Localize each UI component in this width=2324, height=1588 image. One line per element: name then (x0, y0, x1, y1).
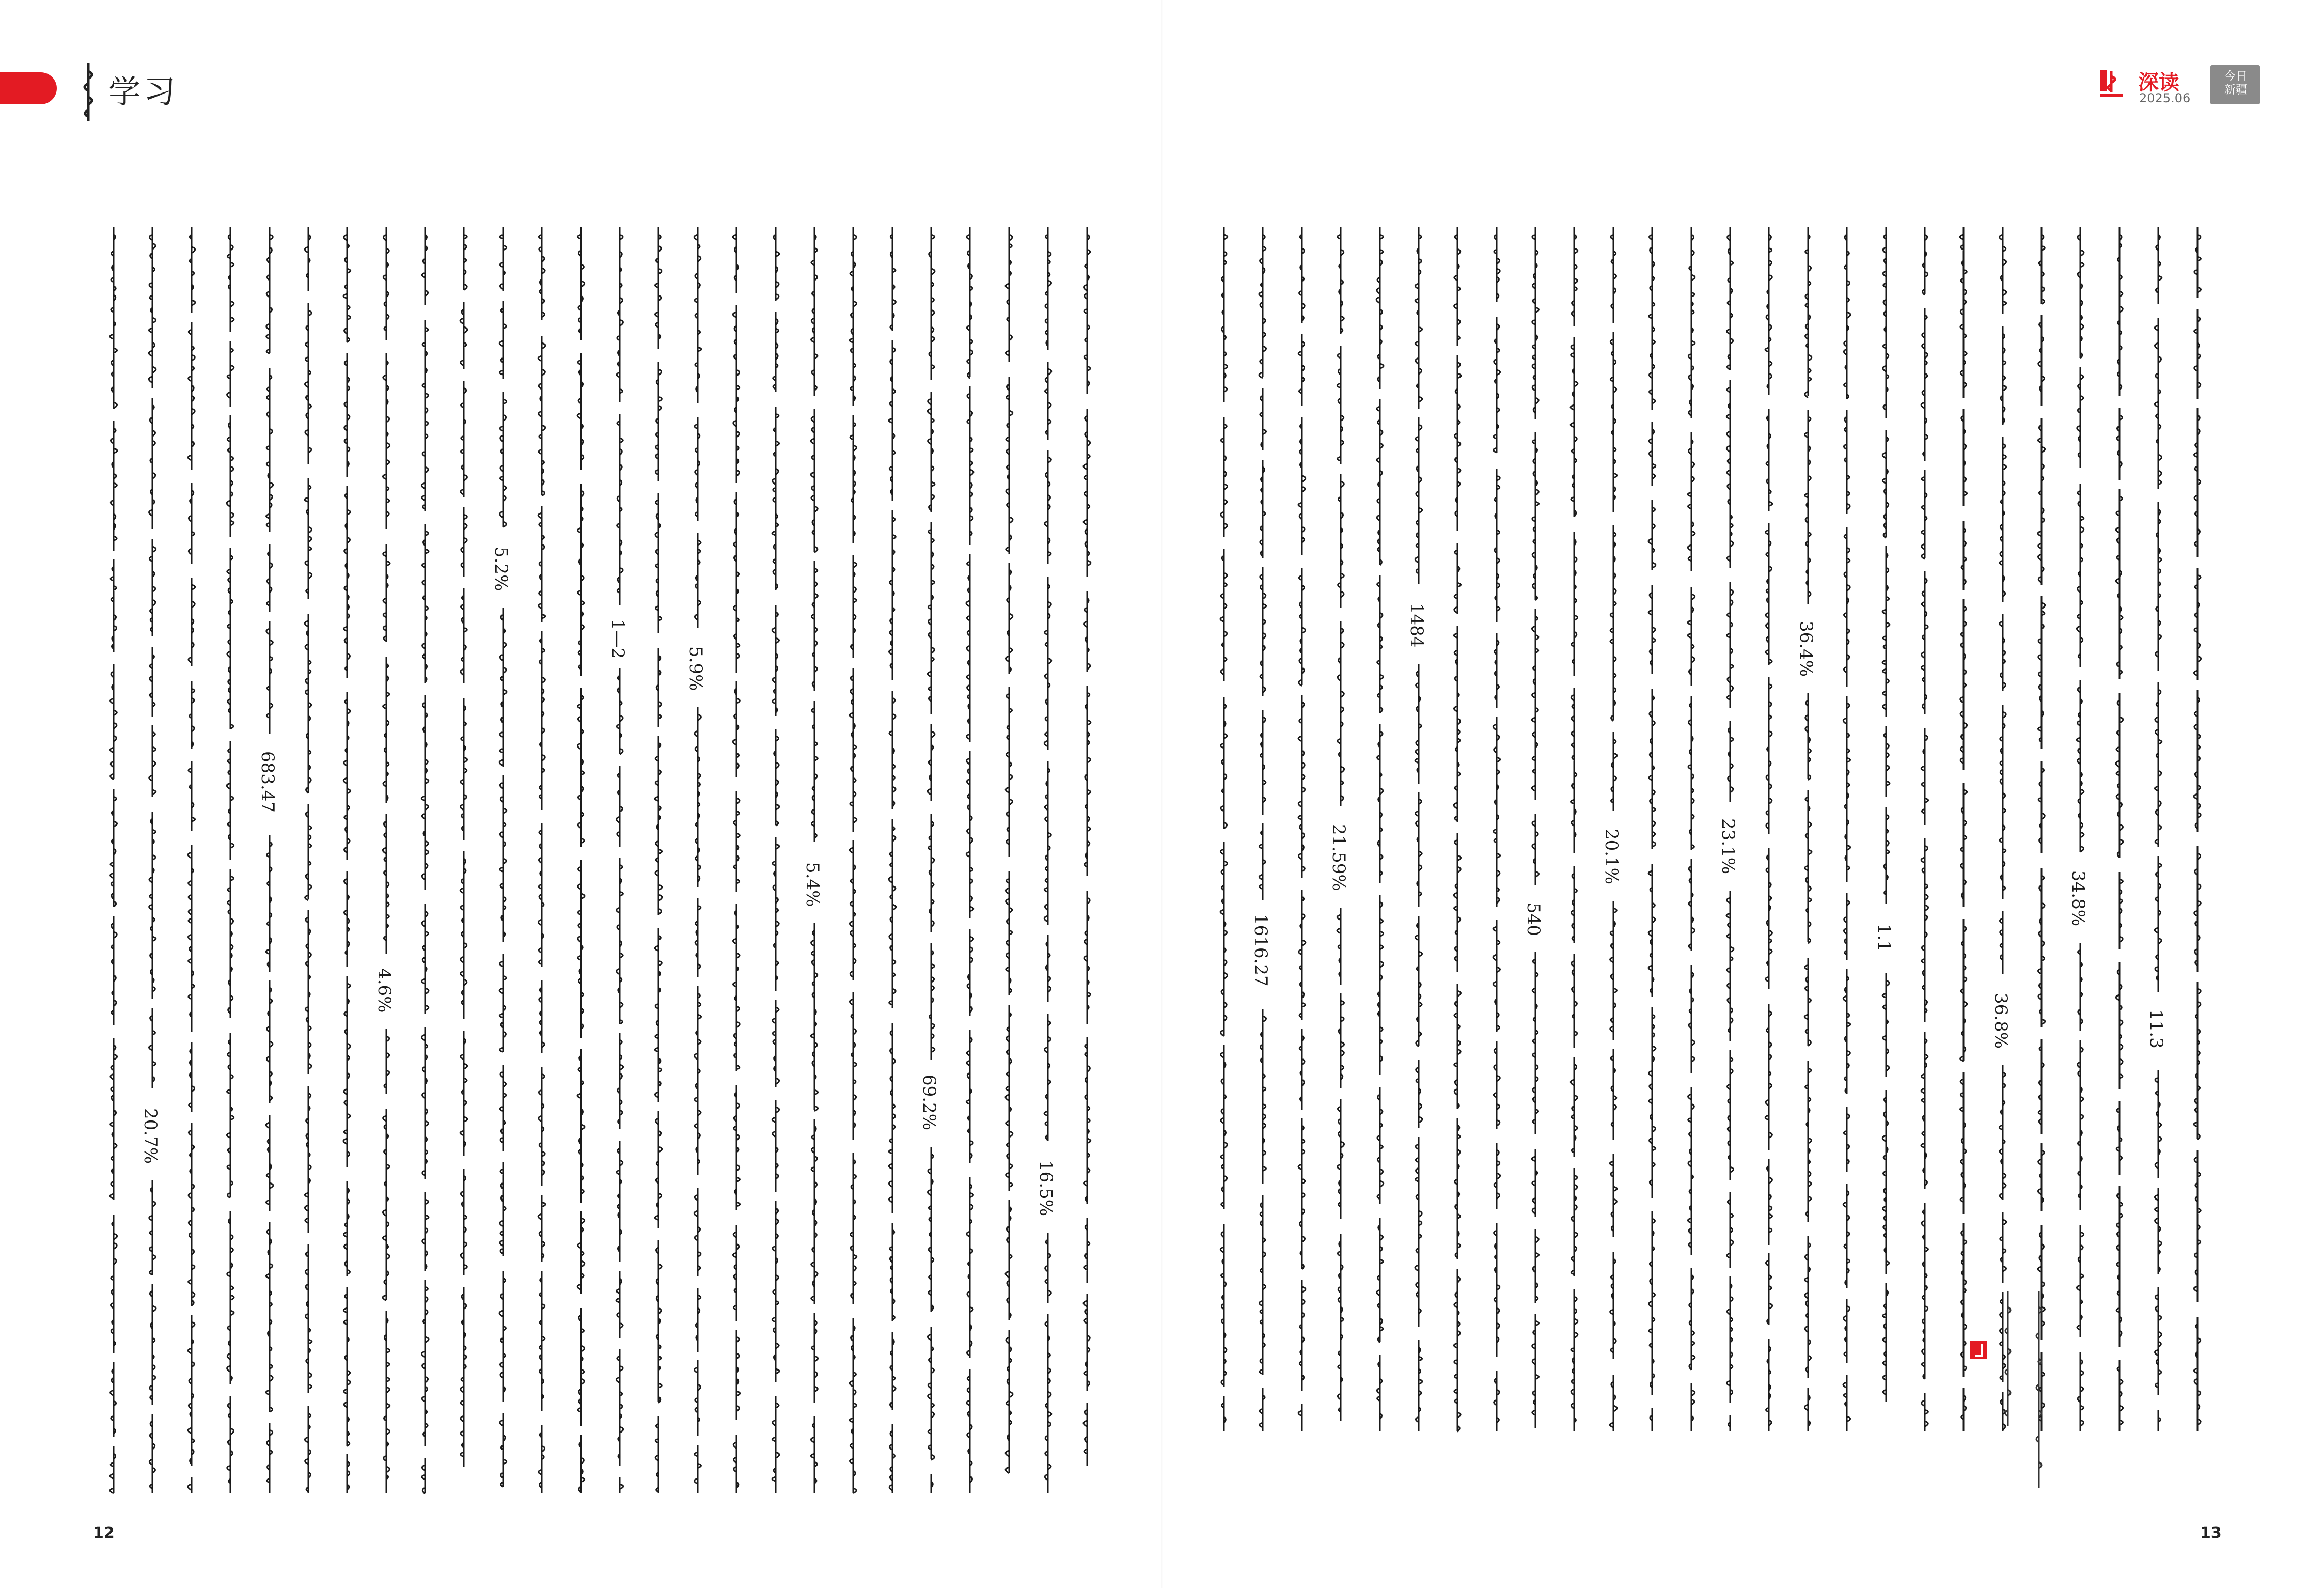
inline-figure: 5.4% (802, 862, 823, 907)
inline-figure: 34.8% (2068, 870, 2089, 926)
inline-figure: 36.8% (1990, 993, 2011, 1049)
script-line (2187, 227, 2208, 1436)
magazine-logo (2097, 66, 2133, 102)
inline-figure: 69.2% (919, 1075, 940, 1131)
script-line (2070, 227, 2091, 1436)
script-line (726, 227, 747, 1498)
text-column (1600, 227, 1624, 1436)
script-line (1038, 227, 1058, 1498)
text-column (648, 227, 669, 1498)
text-column (960, 227, 980, 1498)
text-column (687, 227, 708, 1498)
text-column (1035, 227, 1058, 1498)
text-column (726, 227, 747, 1498)
script-line (298, 227, 319, 1498)
script-line (999, 227, 1019, 1498)
inline-figure: 16.5% (1035, 1160, 1057, 1216)
mongolian-section-mark (77, 61, 99, 123)
text-column (843, 227, 863, 1498)
text-column (142, 227, 163, 1498)
text-column (1408, 227, 1429, 1436)
script-line (1252, 227, 1273, 1436)
issue-date: 2025.06 (2139, 91, 2191, 105)
script-line (1642, 227, 1662, 1436)
text-column (2109, 227, 2130, 1436)
text-column (1564, 227, 1584, 1436)
script-line (415, 227, 435, 1498)
left-page-body (103, 227, 1116, 1498)
text-column (1447, 227, 1468, 1436)
text-column (2031, 227, 2052, 1436)
script-line (103, 227, 124, 1498)
script-line (1292, 227, 1312, 1436)
script-line (1795, 227, 1818, 1436)
script-line (259, 227, 280, 1498)
text-column (1836, 227, 1857, 1436)
script-line (687, 227, 708, 1498)
page-gutter (1161, 0, 1163, 1588)
text-column (181, 227, 202, 1498)
text-column (1681, 227, 1702, 1436)
script-line (921, 227, 941, 1498)
text-column (804, 227, 825, 1498)
script-line (1408, 227, 1429, 1436)
text-column (373, 227, 397, 1498)
deep-read-label: 深读 (2138, 71, 2179, 95)
text-column (1953, 227, 1974, 1436)
text-column (220, 227, 241, 1498)
text-column (1795, 227, 1818, 1436)
script-line (843, 227, 863, 1498)
inline-figure: 1.1 (1873, 924, 1894, 952)
script-line (220, 227, 241, 1498)
inline-figure: 1616.27 (1250, 913, 1271, 987)
page-number-left: 12 (93, 1524, 115, 1542)
inline-figure: 5.9% (685, 646, 706, 691)
text-column (490, 227, 513, 1498)
inline-figure: 1—2 (607, 618, 628, 659)
inline-figure: 23.1% (1718, 818, 1738, 875)
inline-figure: 4.6% (373, 968, 395, 1013)
text-column (999, 227, 1019, 1498)
script-line (1992, 227, 2013, 1436)
text-column (1758, 227, 1779, 1436)
script-line (2148, 227, 2169, 1436)
script-line (1681, 227, 1702, 1436)
page-number-right: 13 (2200, 1524, 2222, 1542)
text-column (1642, 227, 1662, 1436)
text-column (453, 227, 474, 1498)
right-page-body (1214, 227, 2226, 1436)
script-line (1077, 227, 1097, 1498)
text-column (1077, 227, 1097, 1498)
script-line (1953, 227, 1974, 1436)
script-line (648, 227, 669, 1498)
script-line (571, 227, 591, 1498)
text-column (2187, 227, 2208, 1436)
text-column (765, 227, 786, 1498)
text-column (2148, 227, 2169, 1436)
script-line (2109, 227, 2130, 1436)
script-line (1447, 227, 1468, 1436)
script-line (765, 227, 786, 1498)
text-column (1330, 227, 1351, 1436)
text-column (1370, 227, 1390, 1436)
section-title: 学习 (108, 73, 179, 111)
script-line (1873, 227, 1896, 1436)
brand-box-text: 今日 新疆 (2224, 70, 2247, 97)
text-column (415, 227, 435, 1498)
script-line (1914, 227, 1935, 1436)
script-line (453, 227, 474, 1498)
text-column (1214, 227, 1234, 1436)
text-column (1720, 227, 1740, 1436)
text-column (2070, 227, 2091, 1436)
text-column (103, 227, 124, 1498)
script-line (960, 227, 980, 1498)
text-column (1992, 227, 2013, 1436)
text-column (1486, 227, 1507, 1436)
text-column (882, 227, 903, 1498)
inline-figure: 21.59% (1328, 823, 1349, 891)
script-line (490, 227, 513, 1498)
script-line (1758, 227, 1779, 1436)
text-column (298, 227, 319, 1498)
script-line (142, 227, 163, 1498)
text-column (1525, 227, 1546, 1436)
script-line (1214, 227, 1234, 1436)
masthead (2097, 61, 2314, 118)
inline-figure: 20.7% (140, 1108, 161, 1164)
text-column (259, 227, 280, 1498)
script-line (337, 227, 357, 1498)
text-column (1252, 227, 1273, 1436)
script-line (882, 227, 903, 1498)
script-line (181, 227, 202, 1498)
script-line (2031, 227, 2052, 1436)
text-column (1914, 227, 1935, 1436)
text-column (531, 227, 552, 1498)
inline-figure: 5.2% (490, 547, 511, 591)
inline-figure: 20.1% (1600, 828, 1622, 884)
text-column (921, 227, 941, 1498)
inline-figure: 11.3 (2146, 1009, 2167, 1049)
section-tab (0, 72, 57, 104)
inline-figure: 36.4% (1795, 620, 1816, 677)
text-column (1873, 227, 1896, 1436)
inline-figure: 683.47 (257, 751, 278, 813)
script-line (531, 227, 552, 1498)
byline-author (1999, 1291, 2017, 1426)
text-column (571, 227, 591, 1498)
script-line (609, 227, 630, 1498)
text-column (1292, 227, 1312, 1436)
inline-figure: 540 (1523, 902, 1544, 937)
script-line (1370, 227, 1390, 1436)
script-line (1836, 227, 1857, 1436)
byline-unit (2030, 1291, 2048, 1488)
text-column (337, 227, 357, 1498)
script-line (373, 227, 397, 1498)
text-column (609, 227, 630, 1498)
article-end-mark (1970, 1341, 1987, 1359)
script-line (1486, 227, 1507, 1436)
script-line (1525, 227, 1546, 1436)
script-line (1564, 227, 1584, 1436)
inline-figure: 1484 (1406, 603, 1427, 648)
